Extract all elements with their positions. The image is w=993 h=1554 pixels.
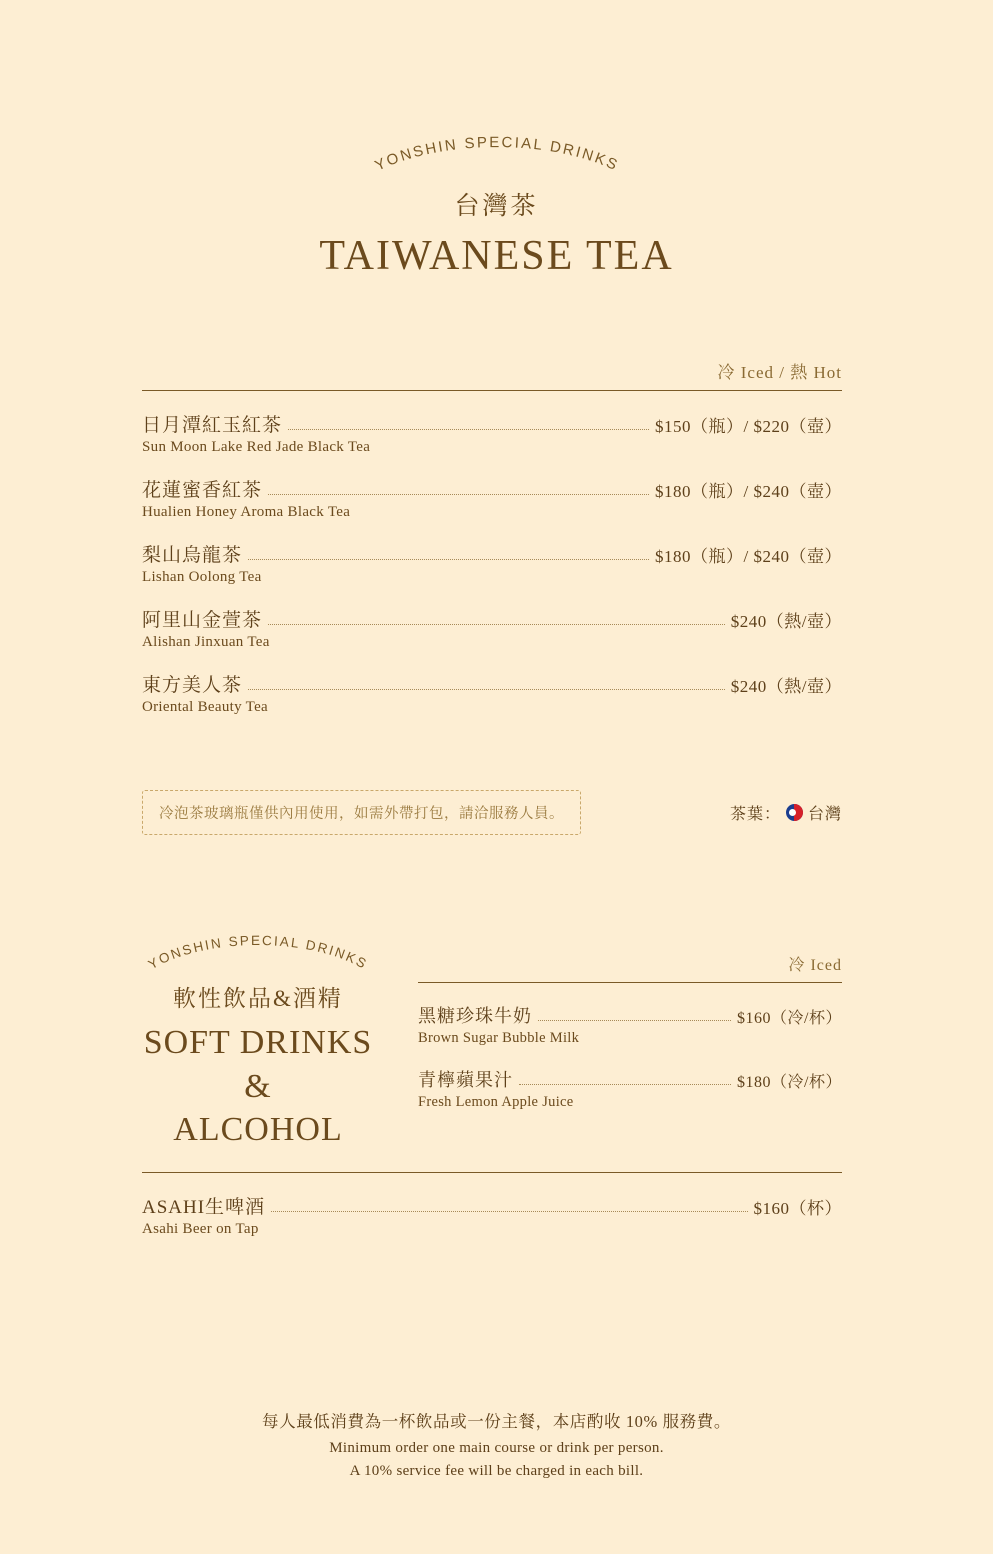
item-name-en: Sun Moon Lake Red Jade Black Tea [142, 439, 371, 455]
item-name-en: Oriental Beauty Tea [142, 699, 268, 715]
leader-dots [538, 1019, 731, 1021]
tea-note-row [142, 790, 842, 835]
item-price: $240（熱/壺） [730, 677, 842, 696]
item-name: 花蓮蜜香紅茶 [142, 480, 263, 501]
item-name: 東方美人茶 [142, 675, 243, 696]
item-name: 黑糖珍珠牛奶 [418, 1006, 532, 1026]
footer-notice [0, 1408, 993, 1482]
item-name-en: Alishan Jinxuan Tea [142, 634, 270, 650]
item-name-en: Fresh Lemon Apple Juice [418, 1094, 574, 1110]
soft-en-title [128, 1021, 388, 1152]
menu-item [142, 1192, 842, 1238]
footer-en-line2: A 10% service fee will be charged in each bill. [349, 1462, 644, 1479]
origin-label: 茶葉： [729, 806, 781, 823]
item-name: 日月潭紅玉紅茶 [142, 415, 283, 436]
leader-dots [268, 623, 725, 625]
tea-menu-list [142, 358, 842, 716]
arc-label-tea [337, 128, 657, 198]
tea-en-title: TAIWANESE TEA [319, 233, 674, 279]
svg-text:YONSHIN SPECIAL DRINKS [146, 933, 371, 972]
soft-en-title-line2: & [244, 1067, 272, 1105]
item-name: ASAHI生啤酒 [142, 1197, 266, 1218]
origin-value: 台灣 [807, 806, 842, 823]
leader-dots [268, 493, 649, 495]
tea-origin [730, 801, 842, 824]
arc-label-soft [128, 930, 388, 986]
soft-cn-title: 軟性飲品&酒精 [173, 986, 343, 1011]
item-price: $180（冷/杯） [737, 1074, 842, 1091]
taiwanese-tea-header [0, 128, 993, 280]
arc-label-tea-text: YONSHIN SPECIAL DRINKS [371, 134, 622, 175]
item-name: 青檸蘋果汁 [418, 1070, 513, 1090]
menu-item [418, 1002, 842, 1047]
footer-en-line1: Minimum order one main course or drink per person. [329, 1440, 664, 1456]
tea-note: 冷泡茶玻璃瓶僅供內用使用，如需外帶打包，請洽服務人員。 [142, 790, 581, 835]
soft-serve-note: 冷 Iced [788, 957, 842, 974]
item-name-en: Asahi Beer on Tap [142, 1221, 259, 1237]
tea-serve-note: 冷 Iced / 熱 Hot [717, 363, 842, 382]
item-name: 阿里山金萱茶 [142, 610, 263, 631]
taiwan-flag-icon [786, 804, 803, 821]
item-price: $180（瓶）/ $240（壺） [655, 482, 842, 501]
alcohol-divider [142, 1172, 842, 1173]
tea-cn-title: 台灣茶 [454, 193, 539, 220]
item-price: $160（冷/杯） [737, 1010, 842, 1027]
menu-item [142, 540, 842, 586]
item-price: $180（瓶）/ $240（壺） [655, 547, 842, 566]
menu-item [142, 605, 842, 651]
item-price: $150（瓶）/ $220（壺） [655, 417, 842, 436]
soft-drinks-header [128, 930, 388, 1152]
soft-en-title-line1: SOFT DRINKS [143, 1024, 373, 1061]
footer-cn: 每人最低消費為一杯飲品或一份主餐，本店酌收 10% 服務費。 [262, 1412, 731, 1431]
item-price: $160（杯） [753, 1199, 842, 1218]
menu-item [142, 410, 842, 456]
leader-dots [288, 428, 649, 430]
leader-dots [248, 688, 725, 690]
item-name-en: Lishan Oolong Tea [142, 569, 262, 585]
arc-label-soft-text: YONSHIN SPECIAL DRINKS [145, 933, 371, 973]
item-name-en: Hualien Honey Aroma Black Tea [142, 504, 351, 520]
soft-en-title-line3: ALCOHOL [173, 1111, 343, 1149]
menu-item [418, 1066, 842, 1111]
alcohol-list [142, 1172, 842, 1238]
svg-text:YONSHIN SPECIAL DRINKS [372, 134, 621, 175]
menu-item [142, 475, 842, 521]
soft-drinks-list [418, 952, 842, 1111]
soft-divider [418, 982, 842, 983]
leader-dots [271, 1210, 747, 1212]
leader-dots [248, 558, 649, 560]
menu-item [142, 670, 842, 716]
tea-divider [142, 390, 842, 391]
item-price: $240（熱/壺） [730, 612, 842, 631]
item-name-en: Brown Sugar Bubble Milk [418, 1030, 580, 1046]
item-name: 梨山烏龍茶 [142, 545, 243, 566]
leader-dots [519, 1083, 731, 1085]
